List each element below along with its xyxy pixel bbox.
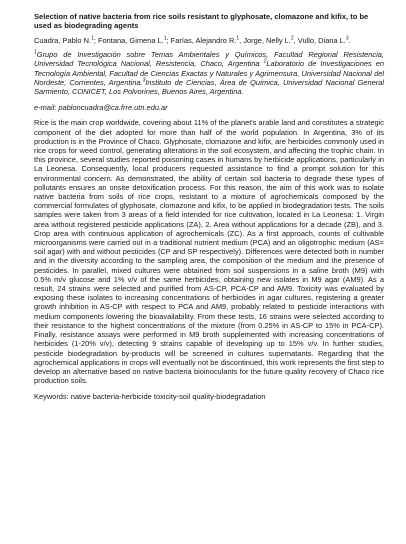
author-affil-sup: 2 xyxy=(290,35,294,42)
author-name: Fontana, Gimena L. xyxy=(97,36,164,45)
author-affil-sup: 3 xyxy=(345,35,349,42)
author-affil-sup: 1 xyxy=(163,35,167,42)
affil-sup: 3 xyxy=(142,77,146,84)
author-name: Vullo, Diana L. xyxy=(297,36,346,45)
author-affil-sup: 1 xyxy=(91,35,94,42)
affiliation-1: Grupo de Investigación sobre Temas Ambientales y Químicos, Facultad Regional Resistencia, Universidad Tecnológica Nacional, Resistencia, Chaco, Argentina xyxy=(34,50,384,69)
paper-page xyxy=(34,12,384,402)
affiliation-3: Instituto de Ciencias, Área de Química, Universidad Nacional General Sarmiento, CONICET, Los Polvorines, Buenos Aires, Argentina. xyxy=(34,77,384,97)
author-name: Farías, Alejandro R. xyxy=(170,36,237,45)
affiliations xyxy=(34,50,384,96)
affiliation-2: Laboratorio de Investigaciones en Tecnología Ambiental, Facultad de Ciencias Exactas y Naturales y Agrimensura, Universidad Nacional del Nordeste, Corrientes, Argentina. xyxy=(34,59,385,87)
affil-sup: 2 xyxy=(263,58,267,65)
paper-title: Selection of native bacteria from rice soils resistant to glyphosate, clomazone and kifix, to be used as biodegrading agents xyxy=(34,12,369,30)
author-name: Jorge, Nelly L. xyxy=(243,36,291,45)
affil-sup: 1 xyxy=(34,49,37,56)
keywords: Keywords: native bacteria-herbicide toxicity-soil quality-biodegradation xyxy=(34,392,266,402)
author-affil-sup: 1 xyxy=(236,35,240,42)
abstract-body: Rice is the main crop worldwide, covering about 11% of the planet's arable land and constitutes a strategic component of the diet adopted for more than half of the world population. In Argentina, 3% of its production is in the Province of Chaco. Glyphosate, clomazone and kifix, are herbicides commonly used in rice crops for weed control, generating alterations in the soil ecosystem, and affecting the trophic chain. In this province, several studies reported poisoning cases in humans by herbicide applications, particularly in La Leonesa. Consequently, local producers requested assistance to find a prompt solution for this environmental concern. As demonstrated, the ability of certain soil bacteria to degrade these types of pollutants ensures an onsite detoxification process. For this reason, the aim of this work was to isolate native bacteria from soils of rice crops, resistant to a mixture of agrochemicals composed by the commercial formulates of glyphosate, clomazone and kifix, to be applied in biodegradation tests. The soils samples were taken from 3 areas of a field intended for rice cultivation, located in La Leonesa: 1. Virgin area without registered pesticide applications (ZA), 2. Area without applications for a decade (ZB), and 3. Crop area with continuous application of agrochemicals (ZC). As a first approach, counts of cultivable microorganisms were carried out in a traditional nutrient medium (PCA) and an oligotrophic medium (AS= soil agar) with and without pesticides (CP and SP respectively). Differences were detected both in number and in the diversity according to the sampling area, the composition of the medium and the presence of pesticides. In parallel, mixed cultures were obtained from soil suspensions in a saline broth (M9) with 0.5% m/v glucose and 1% v/v of the same herbicides, obtaining new isolates in M9 agar (AM9). As a result, 24 strains were selected and purified from AS-CP, PCA-CP and AM9. Toxicity was evaluated by exposing these isolates to increasing concentrations of herbicides in agar cultures, registering a greater growth inhibition in AS-CP with respect to PCA and AM9, probably related to pesticide interactions with medium components lowering the bioavailability. From these tests, 16 strains were selected according to their resistance to the highest concentrations of the mixture (from 0.25% in AS-CP to 15% in PCA-CP). Finally, resistance assays were performed in M9 broth supplemented with increasing concentrations of herbicides (1-20% v/v), detecting 9 strains capable of developing up to 15% v/v. In further studies, pesticide biodegradation by-products will be screened in cultures supernatants. Regarding that the agrochemical applications in crops will eventually not be discontinued, this work represents the first step to develop an alternative based on native bacteria bioinoculants for the future quality recovery of Chaco rice production soils. xyxy=(34,118,384,386)
contact-email: e-mail: pabloncuadra@ca.frre.utn.edu.ar xyxy=(34,103,168,113)
author-list: Cuadra, Pablo N.$^1$; Fontana, Gimena L.$^1$; Farías, Alejandro R.$^1$, Jorge, Nelly L.$^2$, Vullo, Diana L.$^3$. xyxy=(34,35,351,45)
author-name: Cuadra, Pablo N. xyxy=(34,36,92,45)
